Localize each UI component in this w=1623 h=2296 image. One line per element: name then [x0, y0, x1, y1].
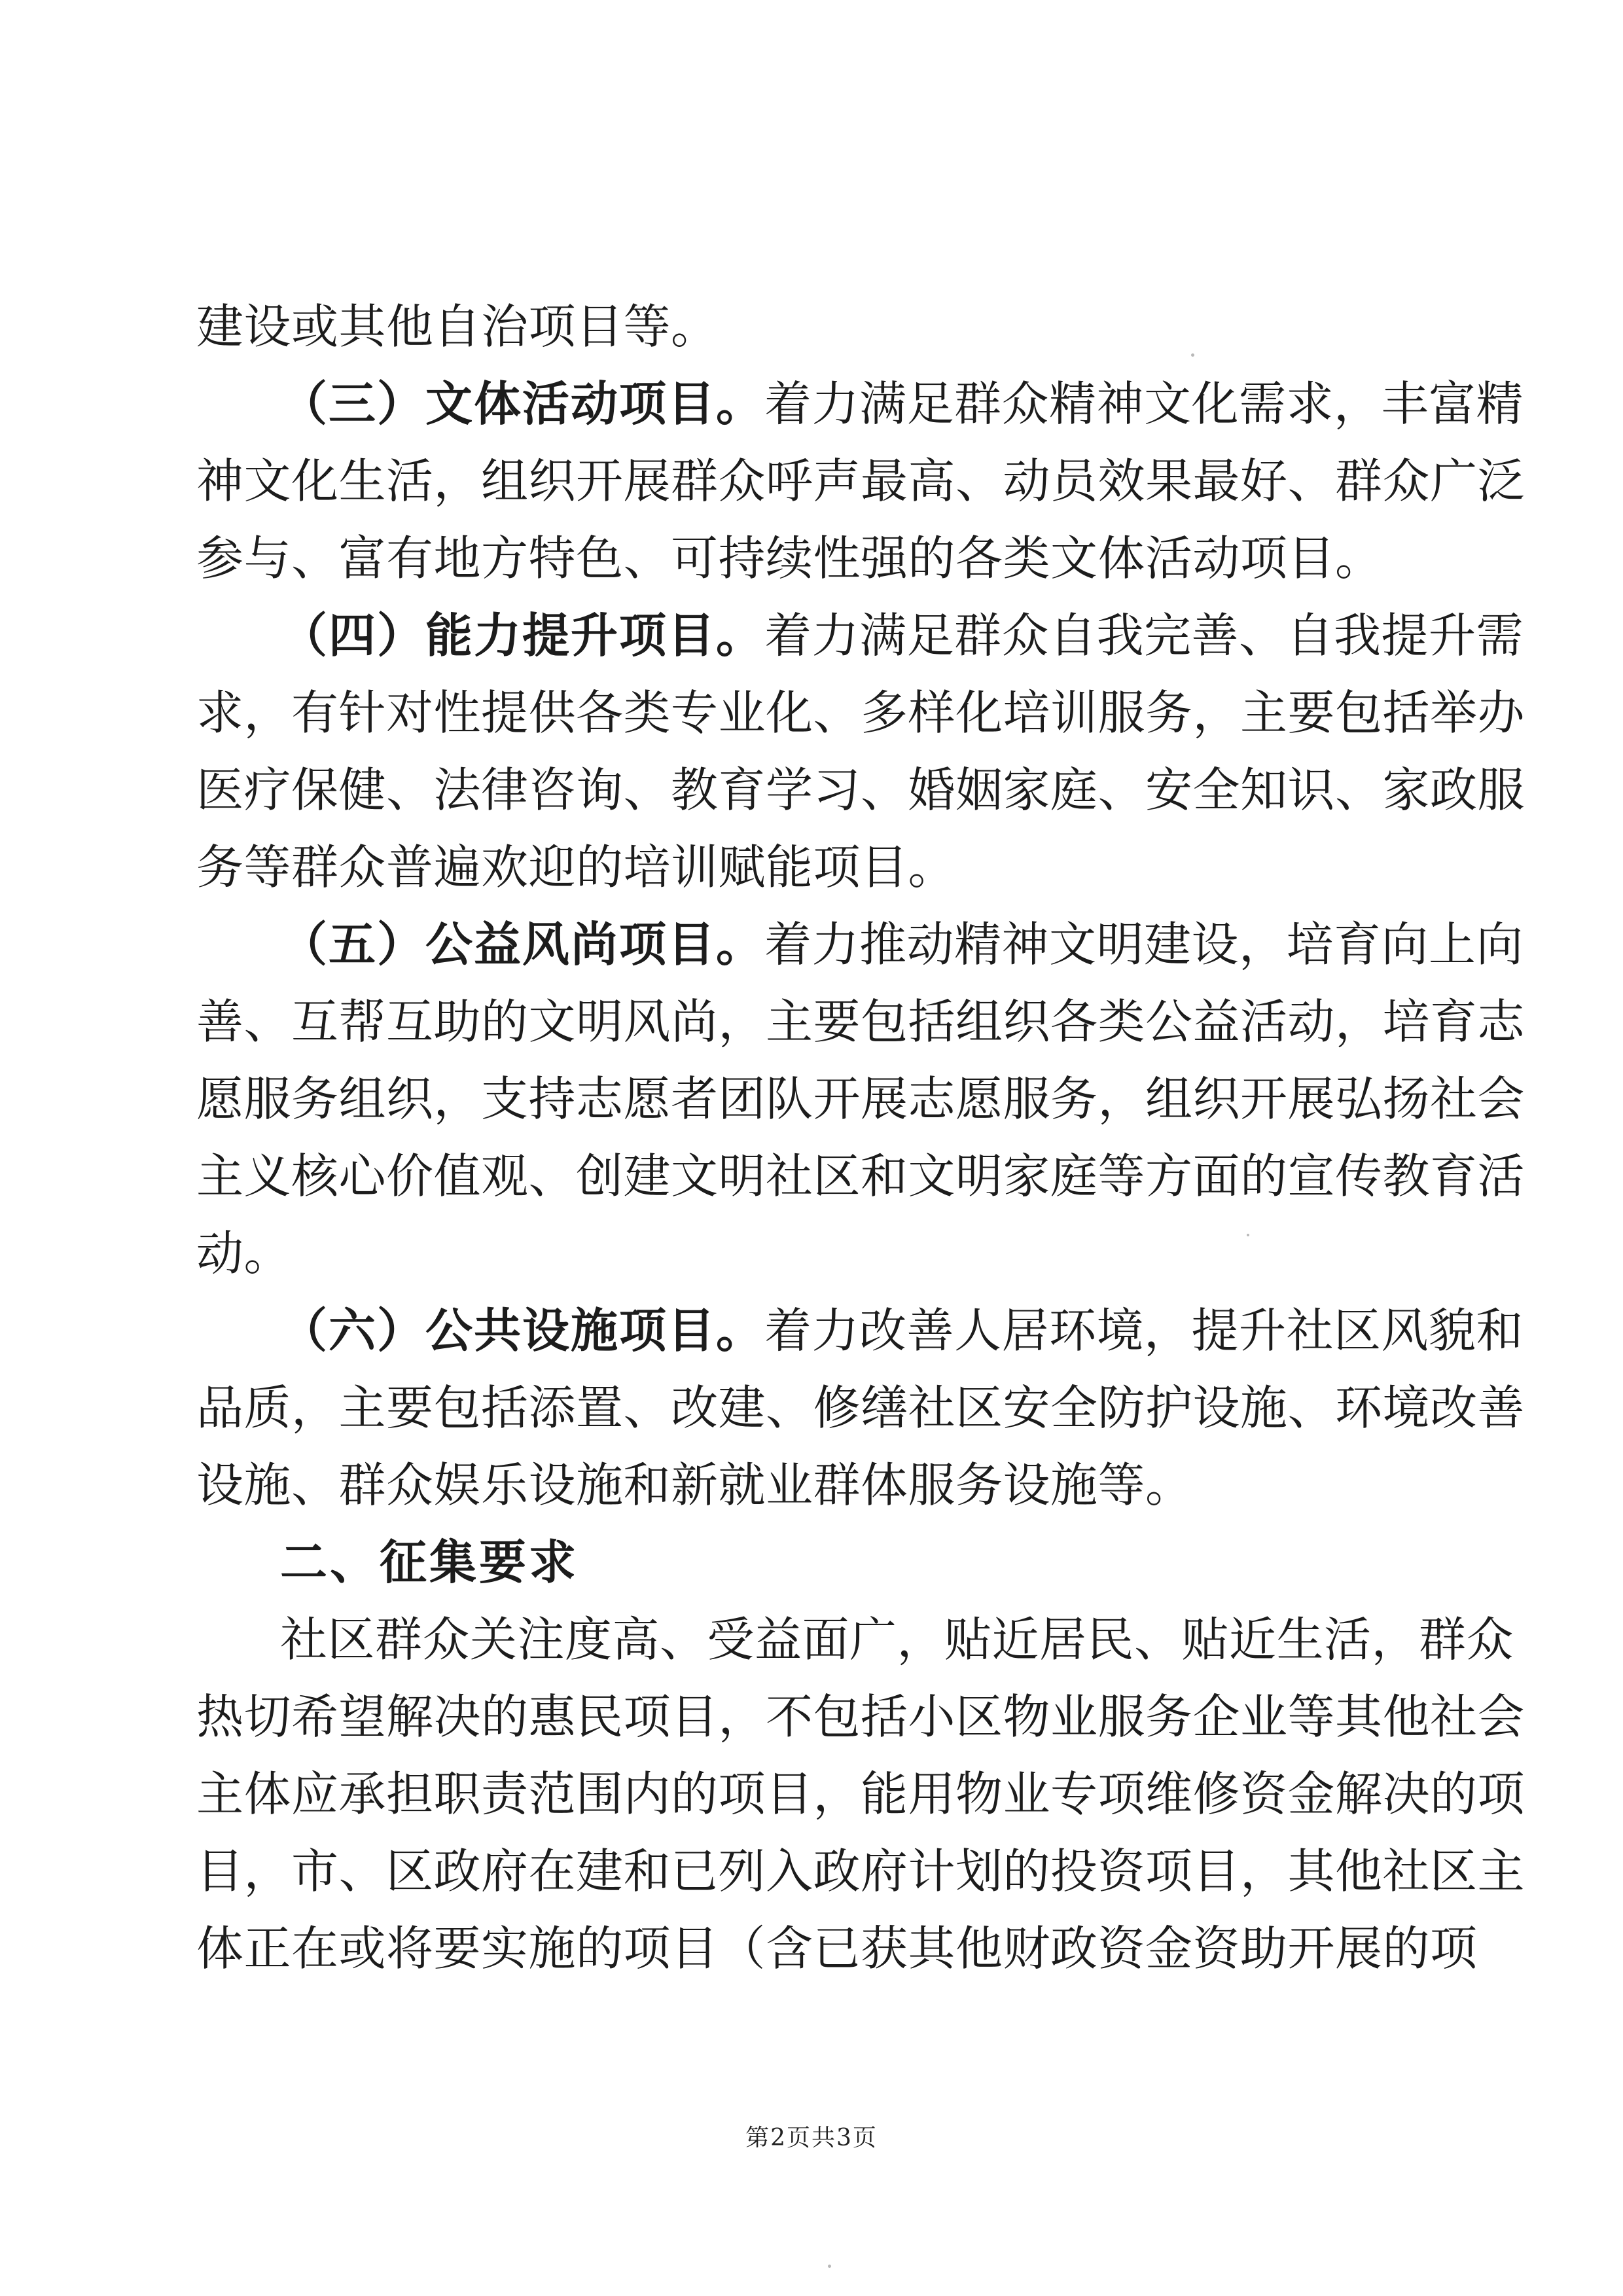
- text-line: [196, 1060, 1525, 1138]
- line-text: 设施、群众娱乐设施和新就业群体服务设施等。: [196, 1458, 1193, 1513]
- scan-speck: [1191, 353, 1194, 357]
- text-line: [196, 1215, 1427, 1292]
- text-line: [196, 1755, 1525, 1833]
- line-text: 参与、富有地方特色、可持续性强的各类文体活动项目。: [196, 531, 1383, 586]
- text-line: [196, 1910, 1478, 1987]
- subsection-heading: （三）文体活动项目。: [280, 376, 765, 431]
- line-text: 医疗保健、法律咨询、教育学习、婚姻家庭、安全知识、家政服: [196, 762, 1525, 817]
- text-line: [196, 829, 1427, 906]
- line-text: 目，市、区政府在建和已列入政府计划的投资项目，其他社区主: [196, 1844, 1525, 1899]
- text-line: [196, 1678, 1525, 1755]
- line-text: 建设或其他自治项目等。: [196, 299, 719, 354]
- text-line: [196, 674, 1525, 751]
- line-text: 着力推动精神文明建设，培育向上向: [764, 917, 1524, 972]
- page-number: 第2页共3页: [745, 2125, 878, 2151]
- scan-speck: [1247, 1234, 1249, 1236]
- line-text: 务等群众普遍欢迎的培训赋能项目。: [196, 840, 956, 895]
- subsection-heading: （五）公益风尚项目。: [280, 917, 765, 972]
- text-line: [196, 1833, 1525, 1910]
- line-text: 着力满足群众自我完善、自我提升需: [764, 608, 1524, 663]
- line-text: 主体应承担职责范围内的项目，能用物业专项维修资金解决的项: [196, 1767, 1525, 1821]
- line-text: 着力改善人居环境，提升社区风貌和: [764, 1303, 1524, 1358]
- text-line: [196, 983, 1525, 1060]
- text-line: [196, 597, 1524, 674]
- line-text: 求，有针对性提供各类专业化、多样化培训服务，主要包括举办: [196, 685, 1525, 740]
- subsection-heading: （四）能力提升项目。: [280, 608, 765, 663]
- text-line: [196, 288, 1427, 365]
- line-text: 神文化生活，组织开展群众呼声最高、动员效果最好、群众广泛: [196, 454, 1525, 509]
- line-text: 善、互帮互助的文明风尚，主要包括组织各类公益活动，培育志: [196, 994, 1525, 1049]
- line-text: 品质，主要包括添置、改建、修缮社区安全防护设施、环境改善: [196, 1380, 1525, 1435]
- text-line: [196, 751, 1525, 829]
- line-text: 动。: [196, 1226, 292, 1281]
- line-text: 社区群众关注度高、受益面广，贴近居民、贴近生活，群众: [280, 1612, 1514, 1667]
- line-text: 着力满足群众精神文化需求，丰富精: [764, 376, 1524, 431]
- text-line: [196, 442, 1525, 520]
- text-line: [196, 1138, 1525, 1215]
- text-line: [196, 1601, 1514, 1678]
- line-text: 主义核心价值观、创建文明社区和文明家庭等方面的宣传教育活: [196, 1149, 1525, 1204]
- line-text: 热切希望解决的惠民项目，不包括小区物业服务企业等其他社会: [196, 1689, 1525, 1744]
- line-text: 体正在或将要实施的项目（含已获其他财政资金资助开展的项: [196, 1921, 1478, 1976]
- text-line: [196, 520, 1427, 597]
- text-line: [196, 365, 1524, 442]
- scan-speck: [828, 2265, 831, 2268]
- section-heading: 二、征集要求: [280, 1535, 579, 1590]
- text-line: [196, 1369, 1525, 1446]
- body-text: [196, 288, 1525, 1987]
- text-line: [196, 1446, 1427, 1524]
- subsection-heading: （六）公共设施项目。: [280, 1303, 765, 1358]
- text-line: [196, 906, 1524, 983]
- text-line: [196, 1292, 1524, 1369]
- line-text: 愿服务组织，支持志愿者团队开展志愿服务，组织开展弘扬社会: [196, 1071, 1525, 1126]
